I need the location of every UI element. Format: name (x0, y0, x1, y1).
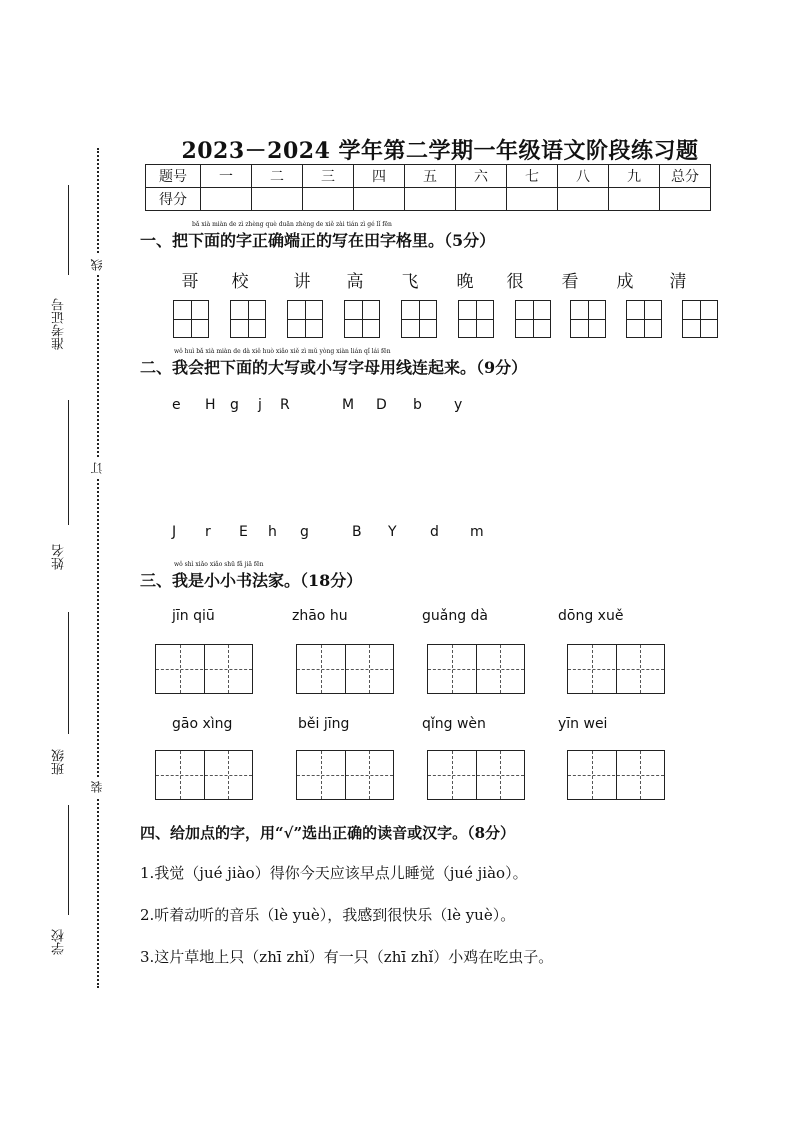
pinyin-label: běi jīng (298, 716, 350, 732)
letter[interactable]: d (430, 524, 439, 540)
bind-char-zhuang: 装 (88, 777, 108, 797)
section-1-title (140, 221, 496, 251)
tianzige-box[interactable] (344, 300, 380, 338)
question-3: 3.这片草地上只（zhī zhǐ）有一只（zhī zhǐ）小鸡在吃虫子。 (140, 948, 554, 966)
section-3-ruby: wǒ shì xiǎo xiǎo shū fǎ jiā fēn (174, 561, 264, 568)
section-2-ruby: wǒ huì bǎ xià miàn de dà xiě huò xiǎo xiě zì mǔ yòng xiàn lián qǐ lái fēn (174, 348, 391, 355)
table-cell: 题号 (146, 165, 201, 188)
writing-grid[interactable] (155, 644, 253, 694)
score-input-cell[interactable] (660, 188, 711, 211)
character: 飞 (401, 272, 419, 292)
question-1: 1.我觉（jué jiào）得你今天应该早点儿睡觉（jué jiào）。 (140, 864, 528, 882)
character: 看 (561, 272, 579, 292)
side-underline (68, 805, 69, 915)
character: 校 (231, 272, 249, 292)
pinyin-label: guǎng dà (422, 608, 489, 624)
section-2-text: 二、我会把下面的大写或小写字母用线连起来。（9分） (140, 358, 528, 377)
score-input-cell[interactable] (609, 188, 660, 211)
side-underline (68, 185, 69, 275)
character: 晚 (456, 272, 474, 292)
letter[interactable]: y (454, 397, 463, 413)
character: 高 (346, 272, 364, 292)
pinyin-label: yīn wei (558, 716, 608, 732)
letter[interactable]: b (413, 397, 422, 413)
pinyin-label: gāo xìng (172, 716, 233, 732)
tianzige-box[interactable] (682, 300, 718, 338)
letter[interactable]: r (205, 524, 211, 540)
table-cell: 六 (456, 165, 507, 188)
score-input-cell[interactable] (558, 188, 609, 211)
score-table-header-row (146, 165, 711, 188)
pinyin-label: jīn qiū (172, 608, 215, 624)
tianzige-box[interactable] (287, 300, 323, 338)
side-label-name: 姓名 (52, 544, 67, 570)
side-label-exam-number: 准考证号 (52, 298, 67, 350)
writing-grid[interactable] (567, 750, 665, 800)
bind-char-ding: 订 (88, 458, 108, 478)
score-input-cell[interactable] (252, 188, 303, 211)
pinyin-label: zhāo hu (292, 608, 348, 624)
table-cell: 九 (609, 165, 660, 188)
section-2-title (140, 348, 528, 378)
table-cell: 一 (201, 165, 252, 188)
letter[interactable]: H (205, 397, 216, 413)
tianzige-box[interactable] (173, 300, 209, 338)
side-label-class: 班级 (52, 749, 67, 775)
score-input-cell[interactable] (201, 188, 252, 211)
bind-char-xian: 线 (88, 255, 108, 275)
writing-grid[interactable] (155, 750, 253, 800)
section-3-title (140, 561, 363, 591)
score-table-score-row (146, 188, 711, 211)
character: 很 (506, 272, 524, 292)
pinyin-label: dōng xuě (558, 608, 624, 624)
score-input-cell[interactable] (507, 188, 558, 211)
character: 清 (669, 272, 687, 292)
letter[interactable]: h (268, 524, 277, 540)
section-1-ruby: bǎ xià miàn de zì zhèng què duān zhèng de xiě zài tián zì gé lǐ fēn (192, 221, 392, 228)
tianzige-box[interactable] (401, 300, 437, 338)
writing-grid[interactable] (296, 750, 394, 800)
tianzige-box[interactable] (515, 300, 551, 338)
pinyin-label: qǐng wèn (422, 716, 486, 732)
side-underline (68, 400, 69, 525)
tianzige-box[interactable] (458, 300, 494, 338)
character: 哥 (181, 272, 199, 292)
score-table (145, 164, 711, 211)
score-input-cell[interactable] (303, 188, 354, 211)
letter[interactable]: j (258, 397, 262, 413)
letter[interactable]: g (230, 397, 239, 413)
writing-grid[interactable] (427, 644, 525, 694)
writing-grid[interactable] (296, 644, 394, 694)
page-title: 2023－2024 学年第二学期一年级语文阶段练习题 (181, 138, 699, 164)
table-cell: 得分 (146, 188, 201, 211)
letter[interactable]: E (239, 524, 248, 540)
letter[interactable]: m (470, 524, 484, 540)
tianzige-box[interactable] (230, 300, 266, 338)
table-cell: 二 (252, 165, 303, 188)
letter[interactable]: B (352, 524, 362, 540)
side-underline (68, 612, 69, 734)
score-input-cell[interactable] (456, 188, 507, 211)
letter[interactable]: D (376, 397, 387, 413)
side-label-school: 学校 (52, 929, 67, 955)
table-cell: 七 (507, 165, 558, 188)
section-4-title: 四、给加点的字，用“√”选出正确的读音或汉字。（8分） (140, 824, 516, 842)
score-input-cell[interactable] (354, 188, 405, 211)
letter[interactable]: R (280, 397, 290, 413)
letter[interactable]: e (172, 397, 181, 413)
section-1-text: 一、把下面的字正确端正的写在田字格里。（5分） (140, 231, 496, 250)
tianzige-box[interactable] (626, 300, 662, 338)
table-cell: 三 (303, 165, 354, 188)
section-3-text: 三、我是小小书法家。（18分） (140, 571, 363, 590)
character: 成 (616, 272, 634, 292)
letter[interactable]: Y (388, 524, 397, 540)
table-cell: 四 (354, 165, 405, 188)
question-2: 2.听着动听的音乐（lè yuè），我感到很快乐（lè yuè）。 (140, 906, 516, 924)
letter[interactable]: J (172, 524, 177, 540)
score-input-cell[interactable] (405, 188, 456, 211)
character: 讲 (293, 272, 311, 292)
letter[interactable]: M (342, 397, 355, 413)
tianzige-box[interactable] (570, 300, 606, 338)
table-cell: 总分 (660, 165, 711, 188)
letter[interactable]: g (300, 524, 309, 540)
writing-grid[interactable] (427, 750, 525, 800)
table-cell: 五 (405, 165, 456, 188)
writing-grid[interactable] (567, 644, 665, 694)
table-cell: 八 (558, 165, 609, 188)
